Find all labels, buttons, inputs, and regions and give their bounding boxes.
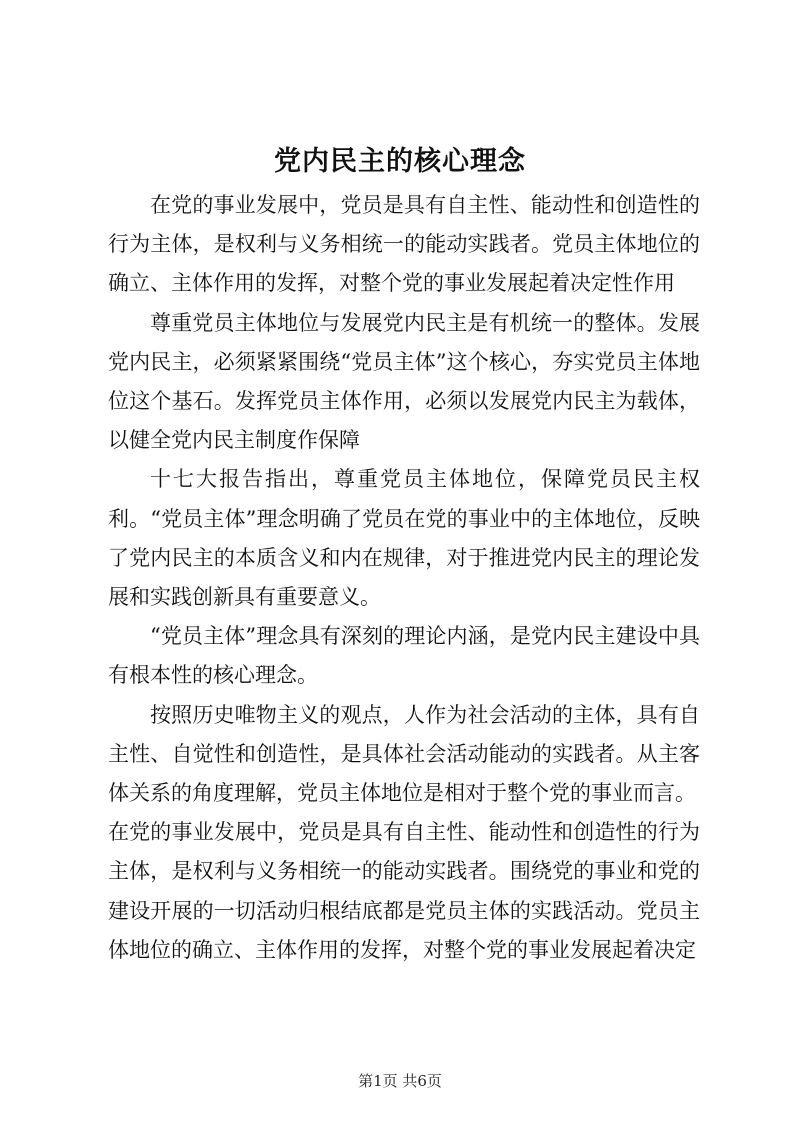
paragraph-2: 尊重党员主体地位与发展党内民主是有机统一的整体。发展党内民主，必须紧紧围绕“党员主体”这个核心，夯实党员主体地位这个基石。发挥党员主体作用，必须以发展党内民主为载体，以健全党内民主制度作保障: [108, 310, 700, 453]
paragraph-4: “党员主体”理念具有深刻的理论内涵，是党内民主建设中具有根本性的核心理念。: [108, 624, 700, 688]
document-body: [108, 186, 700, 970]
paragraph-1: 在党的事业发展中，党员是具有自主性、能动性和创造性的行为主体，是权利与义务相统一的能动实践者。党员主体地位的确立、主体作用的发挥，对整个党的事业发展起着决定性作用: [108, 193, 700, 296]
page-footer: 第1页 共6页: [358, 1072, 442, 1090]
document-title: 党内民主的核心理念: [274, 146, 526, 177]
paragraph-3: 十七大报告指出，尊重党员主体地位，保障党员民主权利。“党员主体”理念明确了党员在党的事业中的主体地位，反映了党内民主的本质含义和内在规律，对于推进党内民主的理论发展和实践创新具有重要意义。: [108, 467, 700, 610]
paragraph-6: 在党的事业发展中，党员是具有自主性、能动性和创造性的行为主体，是权利与义务相统一的能动实践者。围绕党的事业和党的建设开展的一切活动归根结底都是党员主体的实践活动。党员主体地位的确立、主体作用的发挥，对整个党的事业发展起着决定: [108, 820, 700, 962]
paragraph-5: 按照历史唯物主义的观点，人作为社会活动的主体，具有自主性、自觉性和创造性，是具体社会活动能动的实践者。从主客体关系的角度理解，党员主体地位是相对于整个党的事业而言。: [108, 702, 700, 806]
